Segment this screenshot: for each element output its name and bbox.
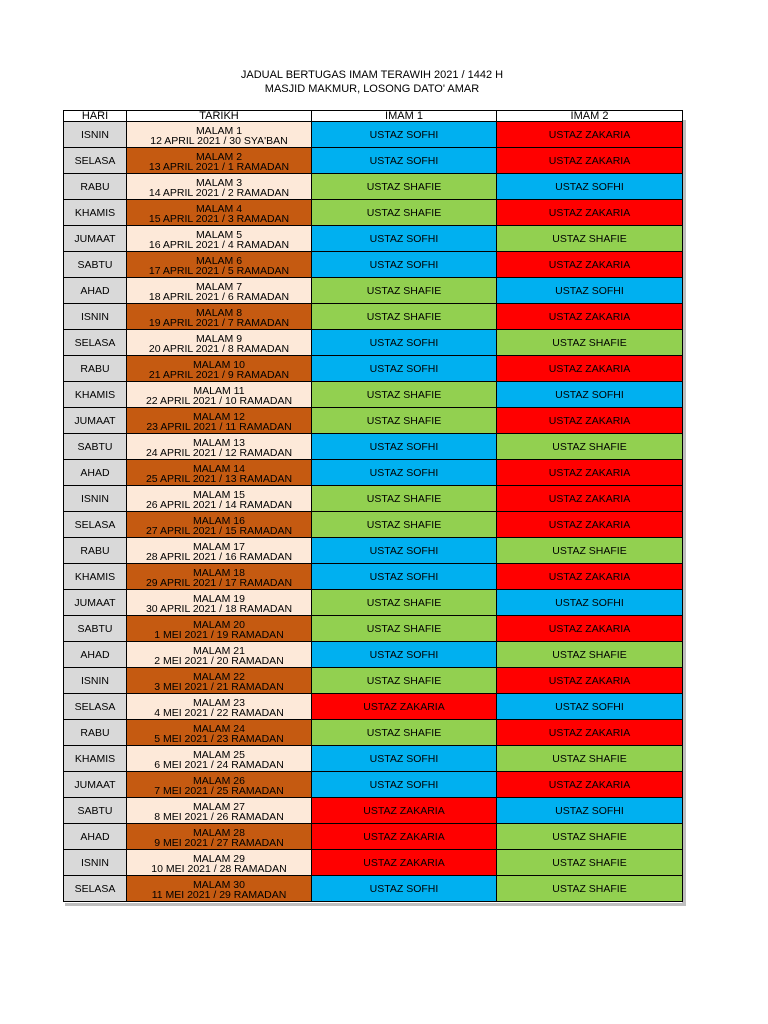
cell-hari: KHAMIS [64,564,127,590]
date-label: 6 MEI 2021 / 24 RAMADAN [154,759,284,771]
cell-imam1: USTAZ SHAFIE [312,720,497,746]
cell-hari: JUMAAT [64,408,127,434]
cell-tarikh [127,772,312,798]
cell-tarikh [127,122,312,148]
cell-tarikh [127,486,312,512]
cell-imam1: USTAZ SHAFIE [312,616,497,642]
cell-hari: AHAD [64,278,127,304]
cell-tarikh [127,330,312,356]
date-label: 30 APRIL 2021 / 18 RAMADAN [145,603,293,615]
table-row [64,200,683,226]
malam-label: MALAM 4 [195,203,243,215]
cell-imam2: USTAZ SHAFIE [497,434,683,460]
cell-imam2: USTAZ ZAKARIA [497,148,683,174]
table-row [64,408,683,434]
date-label: 11 MEI 2021 / 29 RAMADAN [151,889,287,901]
cell-imam2: USTAZ ZAKARIA [497,408,683,434]
cell-imam1: USTAZ SOFHI [312,876,497,902]
table-row [64,876,683,902]
cell-imam1: USTAZ SHAFIE [312,668,497,694]
malam-label: MALAM 12 [193,411,245,423]
cell-imam1: USTAZ SOFHI [312,642,497,668]
table-row [64,772,683,798]
malam-label: MALAM 18 [193,567,245,579]
date-label: 15 APRIL 2021 / 3 RAMADAN [148,213,290,225]
cell-imam1: USTAZ SOFHI [312,564,497,590]
date-label: 5 MEI 2021 / 23 RAMADAN [154,733,284,745]
malam-label: MALAM 7 [195,281,243,293]
date-label: 25 APRIL 2021 / 13 RAMADAN [145,473,293,485]
malam-label: MALAM 23 [193,697,245,709]
cell-imam2: USTAZ SHAFIE [497,824,683,850]
cell-tarikh [127,876,312,902]
cell-imam1: USTAZ SOFHI [312,746,497,772]
malam-label: MALAM 22 [193,671,245,683]
malam-label: MALAM 9 [195,333,243,345]
cell-imam2: USTAZ ZAKARIA [497,668,683,694]
cell-tarikh [127,200,312,226]
cell-hari: AHAD [64,642,127,668]
cell-imam2: USTAZ ZAKARIA [497,304,683,330]
cell-hari: SELASA [64,512,127,538]
cell-tarikh [127,512,312,538]
cell-hari: KHAMIS [64,746,127,772]
table-row [64,148,683,174]
cell-tarikh [127,746,312,772]
header-row [64,111,683,122]
date-label: 10 MEI 2021 / 28 RAMADAN [151,863,287,875]
cell-imam1: USTAZ SHAFIE [312,278,497,304]
malam-label: MALAM 26 [193,775,245,787]
cell-imam1: USTAZ SOFHI [312,356,497,382]
malam-label: MALAM 28 [193,827,245,839]
cell-tarikh [127,720,312,746]
cell-tarikh [127,252,312,278]
cell-imam2: USTAZ SOFHI [497,174,683,200]
malam-label: MALAM 24 [193,723,245,735]
cell-imam2: USTAZ SHAFIE [497,226,683,252]
cell-hari: AHAD [64,824,127,850]
malam-label: MALAM 27 [193,801,245,813]
table-row [64,122,683,148]
cell-imam1: USTAZ SOFHI [312,538,497,564]
cell-imam2: USTAZ SHAFIE [497,746,683,772]
cell-imam2: USTAZ ZAKARIA [497,356,683,382]
cell-hari: SABTU [64,252,127,278]
table-row [64,694,683,720]
cell-tarikh [127,824,312,850]
date-label: 17 APRIL 2021 / 5 RAMADAN [148,265,290,277]
cell-tarikh [127,460,312,486]
table-row [64,304,683,330]
malam-label: MALAM 16 [193,515,245,527]
cell-imam1: USTAZ SHAFIE [312,486,497,512]
cell-hari: SABTU [64,616,127,642]
malam-label: MALAM 3 [195,177,243,189]
cell-imam2: USTAZ ZAKARIA [497,460,683,486]
table-row [64,434,683,460]
table-row [64,642,683,668]
cell-imam1: USTAZ ZAKARIA [312,824,497,850]
date-label: 18 APRIL 2021 / 6 RAMADAN [148,291,290,303]
cell-tarikh [127,226,312,252]
malam-label: MALAM 2 [195,151,243,163]
cell-hari: ISNIN [64,486,127,512]
date-label: 13 APRIL 2021 / 1 RAMADAN [148,161,290,173]
date-label: 12 APRIL 2021 / 30 SYA'BAN [150,135,288,147]
cell-tarikh [127,850,312,876]
malam-label: MALAM 6 [195,255,243,267]
cell-imam2: USTAZ SHAFIE [497,538,683,564]
table-row [64,174,683,200]
table-row [64,278,683,304]
cell-hari: AHAD [64,460,127,486]
cell-tarikh [127,174,312,200]
cell-tarikh [127,278,312,304]
cell-imam2: USTAZ SOFHI [497,382,683,408]
cell-imam2: USTAZ SHAFIE [497,850,683,876]
cell-imam1: USTAZ SHAFIE [312,512,497,538]
cell-imam2: USTAZ ZAKARIA [497,616,683,642]
cell-imam2: USTAZ ZAKARIA [497,200,683,226]
cell-imam1: USTAZ SOFHI [312,330,497,356]
cell-hari: SABTU [64,798,127,824]
cell-tarikh [127,564,312,590]
table-row [64,538,683,564]
cell-tarikh [127,694,312,720]
column-header-tarikh: TARIKH [127,111,312,122]
malam-label: MALAM 20 [193,619,245,631]
cell-imam2: USTAZ ZAKARIA [497,486,683,512]
cell-hari: RABU [64,356,127,382]
cell-hari: SELASA [64,694,127,720]
cell-tarikh [127,668,312,694]
cell-tarikh [127,382,312,408]
date-label: 21 APRIL 2021 / 9 RAMADAN [148,369,290,381]
cell-hari: RABU [64,538,127,564]
date-label: 8 MEI 2021 / 26 RAMADAN [154,811,284,823]
cell-tarikh [127,408,312,434]
cell-hari: RABU [64,720,127,746]
table-row [64,252,683,278]
cell-imam1: USTAZ SHAFIE [312,408,497,434]
cell-tarikh [127,304,312,330]
cell-hari: SABTU [64,434,127,460]
cell-hari: KHAMIS [64,200,127,226]
cell-tarikh [127,538,312,564]
cell-hari: SELASA [64,330,127,356]
cell-imam2: USTAZ ZAKARIA [497,772,683,798]
malam-label: MALAM 14 [193,463,245,475]
table-row [64,824,683,850]
malam-label: MALAM 30 [193,879,245,891]
cell-imam1: USTAZ SOFHI [312,122,497,148]
cell-hari: JUMAAT [64,772,127,798]
cell-imam1: USTAZ SHAFIE [312,304,497,330]
cell-imam1: USTAZ ZAKARIA [312,694,497,720]
cell-imam2: USTAZ SHAFIE [497,330,683,356]
table-row [64,616,683,642]
table-row [64,746,683,772]
cell-imam2: USTAZ SOFHI [497,798,683,824]
cell-imam2: USTAZ ZAKARIA [497,252,683,278]
cell-tarikh [127,642,312,668]
document-title: JADUAL BERTUGAS IMAM TERAWIH 2021 / 1442 H [240,69,504,81]
date-label: 24 APRIL 2021 / 12 RAMADAN [145,447,293,459]
cell-imam1: USTAZ SOFHI [312,772,497,798]
cell-imam1: USTAZ SOFHI [312,460,497,486]
cell-tarikh [127,798,312,824]
cell-imam1: USTAZ SHAFIE [312,382,497,408]
table-row [64,668,683,694]
malam-label: MALAM 5 [195,229,243,241]
table-row [64,382,683,408]
cell-hari: RABU [64,174,127,200]
schedule-table [63,110,683,902]
date-label: 1 MEI 2021 / 19 RAMADAN [154,629,284,641]
cell-imam2: USTAZ SOFHI [497,590,683,616]
cell-imam2: USTAZ SHAFIE [497,642,683,668]
cell-imam1: USTAZ SOFHI [312,252,497,278]
cell-hari: JUMAAT [64,226,127,252]
cell-imam1: USTAZ SHAFIE [312,200,497,226]
cell-imam1: USTAZ ZAKARIA [312,850,497,876]
cell-hari: SELASA [64,876,127,902]
cell-imam2: USTAZ SHAFIE [497,876,683,902]
malam-label: MALAM 19 [193,593,245,605]
cell-imam2: USTAZ ZAKARIA [497,512,683,538]
cell-tarikh [127,616,312,642]
cell-hari: JUMAAT [64,590,127,616]
column-header-imam2: IMAM 2 [497,111,683,122]
cell-tarikh [127,590,312,616]
date-label: 19 APRIL 2021 / 7 RAMADAN [148,317,290,329]
date-label: 9 MEI 2021 / 27 RAMADAN [154,837,284,849]
malam-label: MALAM 1 [195,125,243,137]
document-subtitle: MASJID MAKMUR, LOSONG DATO' AMAR [264,83,480,95]
cell-hari: ISNIN [64,122,127,148]
cell-imam1: USTAZ SHAFIE [312,174,497,200]
date-label: 16 APRIL 2021 / 4 RAMADAN [148,239,290,251]
cell-hari: ISNIN [64,668,127,694]
cell-imam2: USTAZ ZAKARIA [497,720,683,746]
table-shadow-bottom [65,903,686,906]
cell-imam1: USTAZ ZAKARIA [312,798,497,824]
table-row [64,798,683,824]
column-header-hari: HARI [64,111,127,122]
malam-label: MALAM 21 [193,645,245,657]
cell-hari: KHAMIS [64,382,127,408]
malam-label: MALAM 25 [193,749,245,761]
malam-label: MALAM 15 [193,489,245,501]
date-label: 22 APRIL 2021 / 10 RAMADAN [145,395,293,407]
cell-imam2: USTAZ SOFHI [497,278,683,304]
cell-hari: ISNIN [64,304,127,330]
date-label: 4 MEI 2021 / 22 RAMADAN [154,707,284,719]
date-label: 23 APRIL 2021 / 11 RAMADAN [146,421,292,433]
table-row [64,460,683,486]
date-label: 29 APRIL 2021 / 17 RAMADAN [145,577,293,589]
malam-label: MALAM 13 [193,437,245,449]
table-row [64,356,683,382]
malam-label: MALAM 17 [193,541,245,553]
date-label: 7 MEI 2021 / 25 RAMADAN [154,785,284,797]
table-row [64,226,683,252]
cell-imam1: USTAZ SHAFIE [312,590,497,616]
cell-tarikh [127,356,312,382]
cell-imam2: USTAZ SOFHI [497,694,683,720]
table-row [64,486,683,512]
table-row [64,564,683,590]
date-label: 2 MEI 2021 / 20 RAMADAN [154,655,284,667]
cell-imam2: USTAZ ZAKARIA [497,122,683,148]
cell-imam1: USTAZ SOFHI [312,434,497,460]
malam-label: MALAM 29 [193,853,245,865]
cell-tarikh [127,434,312,460]
cell-imam1: USTAZ SOFHI [312,226,497,252]
malam-label: MALAM 8 [195,307,243,319]
date-label: 20 APRIL 2021 / 8 RAMADAN [148,343,290,355]
cell-tarikh [127,148,312,174]
table-row [64,590,683,616]
date-label: 26 APRIL 2021 / 14 RAMADAN [145,499,293,511]
table-row [64,512,683,538]
malam-label: MALAM 10 [193,359,245,371]
cell-imam1: USTAZ SOFHI [312,148,497,174]
table-row [64,330,683,356]
table-row [64,720,683,746]
date-label: 14 APRIL 2021 / 2 RAMADAN [148,187,290,199]
date-label: 27 APRIL 2021 / 15 RAMADAN [145,525,293,537]
cell-hari: SELASA [64,148,127,174]
cell-imam2: USTAZ ZAKARIA [497,564,683,590]
date-label: 3 MEI 2021 / 21 RAMADAN [154,681,284,693]
column-header-imam1: IMAM 1 [312,111,497,122]
date-label: 28 APRIL 2021 / 16 RAMADAN [145,551,293,563]
table-row [64,850,683,876]
cell-hari: ISNIN [64,850,127,876]
malam-label: MALAM 11 [193,385,245,397]
